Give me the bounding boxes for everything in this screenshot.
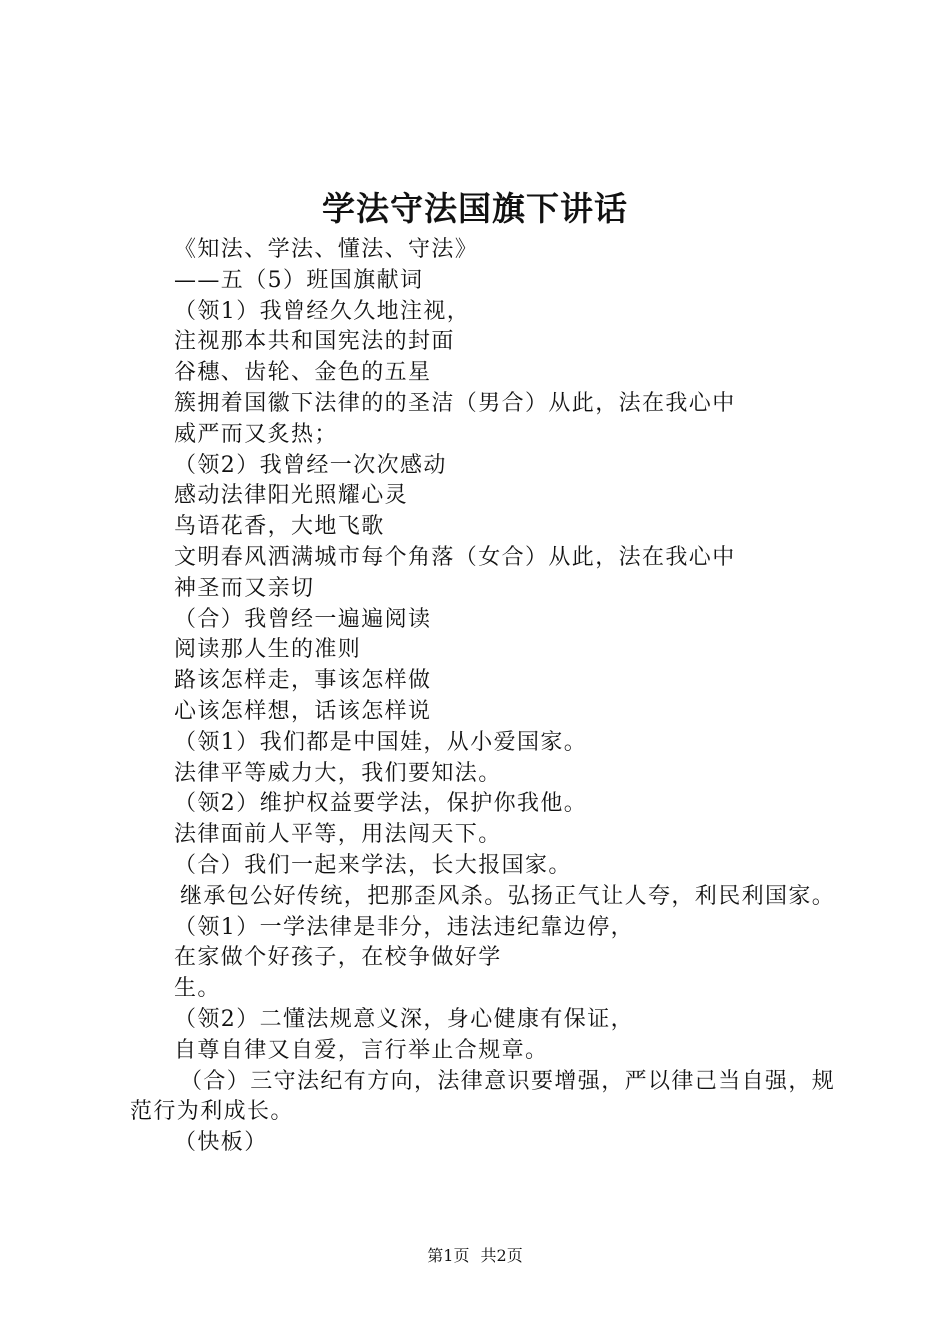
text-paragraph: 继承包公好传统，把那歪风杀。弘扬正气让人夸，利民利国家。 bbox=[180, 883, 836, 909]
text-line: 阅读那人生的准则 bbox=[174, 637, 362, 663]
text-line: （领1）一学法律是非分，违法违纪靠边停， bbox=[174, 914, 634, 940]
page-total: 共2页 bbox=[480, 1246, 523, 1265]
text-line: （领2）我曾经一次次感动 bbox=[174, 452, 447, 478]
text-line: 心该怎样想，话该怎样说 bbox=[174, 698, 432, 724]
text-line: ——五（5）班国旗献词 bbox=[174, 267, 424, 293]
text-line: 鸟语花香，大地飞歌 bbox=[174, 514, 385, 540]
page-footer bbox=[0, 1244, 950, 1268]
text-line: 法律平等威力大，我们要知法。 bbox=[174, 760, 502, 786]
text-line: （领1）我曾经久久地注视， bbox=[174, 298, 471, 324]
document-body bbox=[130, 235, 842, 1159]
text-line: 路该怎样走，事该怎样做 bbox=[174, 668, 432, 694]
text-line: 谷穗、齿轮、金色的五星 bbox=[174, 360, 432, 386]
text-line: 注视那本共和国宪法的封面 bbox=[174, 329, 455, 355]
text-line: 《知法、学法、懂法、守法》 bbox=[174, 237, 479, 262]
text-line: 感动法律阳光照耀心灵 bbox=[174, 483, 409, 509]
text-line: （领2）二懂法规意义深，身心健康有保证， bbox=[174, 1006, 634, 1032]
text-line: （合）我曾经一遍遍阅读 bbox=[174, 606, 432, 632]
text-line: 簇拥着国徽下法律的的圣洁（男合）从此，法在我心中 bbox=[174, 390, 736, 416]
text-line: 威严而又炙热； bbox=[174, 421, 338, 447]
text-line: 文明春风洒满城市每个角落（女合）从此，法在我心中 bbox=[174, 544, 736, 570]
text-line: （领2）维护权益要学法，保护你我他。 bbox=[174, 791, 588, 817]
text-line: （领1）我们都是中国娃，从小爱国家。 bbox=[174, 729, 588, 755]
page-number: 第1页 bbox=[427, 1246, 470, 1265]
text-paragraph: （合）三守法纪有方向，法律意识要增强，严以律己当自强，规范行为利成长。 bbox=[130, 1068, 836, 1125]
document-title: 学法守法国旗下讲话 bbox=[322, 189, 628, 228]
text-line: 生。 bbox=[174, 976, 221, 1002]
text-line: 自尊自律又自爱，言行举止合规章。 bbox=[174, 1037, 549, 1063]
text-line: （合）我们一起来学法，长大报国家。 bbox=[174, 852, 572, 878]
text-line: 神圣而又亲切 bbox=[174, 575, 315, 601]
text-line: 在家做个好孩子，在校争做好学 bbox=[174, 945, 502, 971]
text-line: （快板） bbox=[174, 1130, 268, 1156]
text-line: 法律面前人平等，用法闯天下。 bbox=[174, 822, 502, 848]
